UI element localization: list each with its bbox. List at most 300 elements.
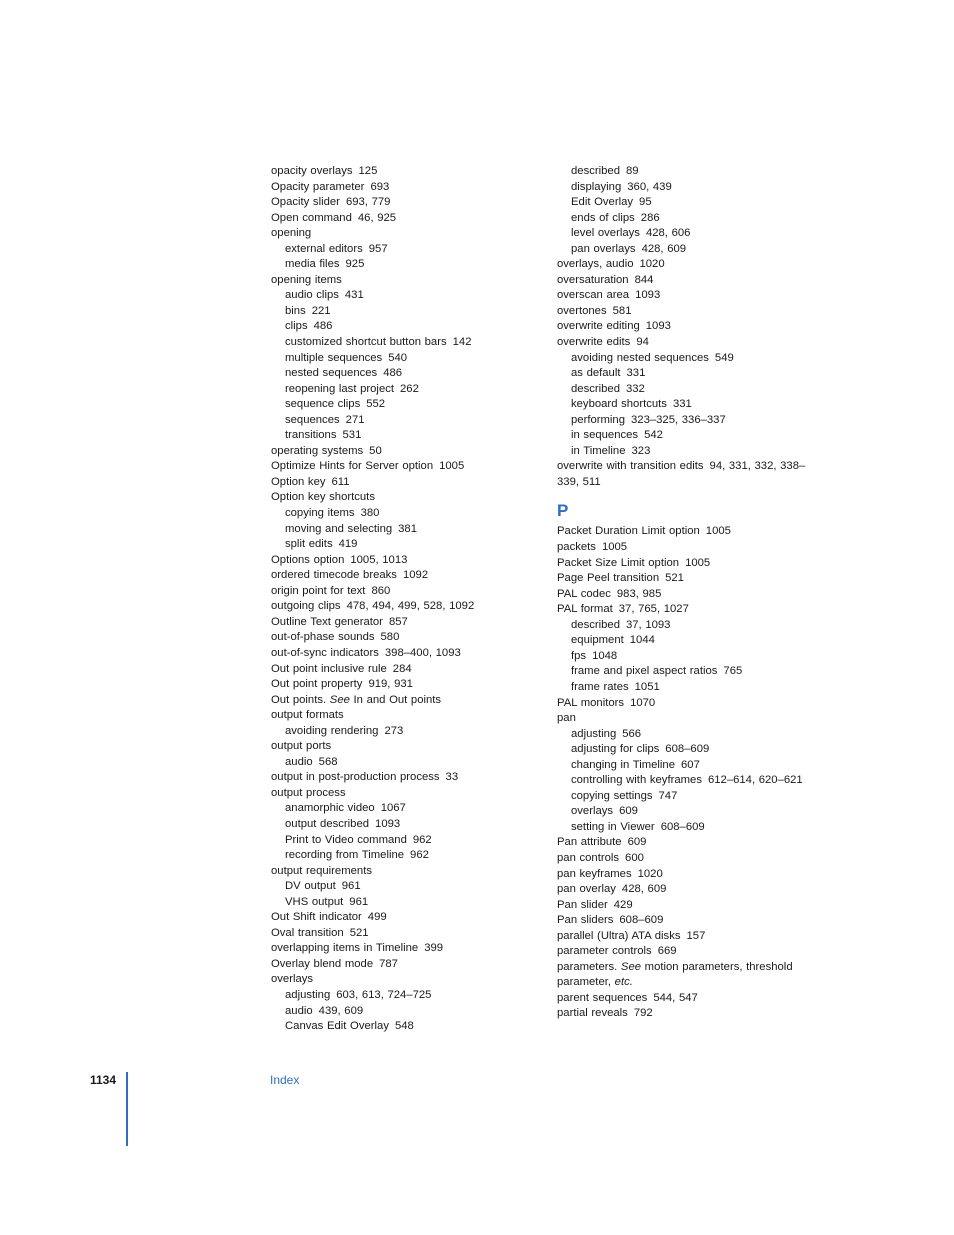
index-subentry [557, 680, 817, 696]
index-term: avoiding rendering [285, 724, 379, 737]
index-subentry [271, 988, 541, 1004]
page-references: 499 [367, 911, 387, 924]
index-entry [271, 864, 541, 880]
index-subentry [557, 226, 817, 242]
index-entry [271, 490, 541, 506]
page-references: 486 [313, 320, 333, 333]
index-term: operating systems [271, 444, 364, 457]
index-term: avoiding nested sequences [571, 351, 709, 364]
page-references: 95 [639, 196, 652, 209]
page-references: 983, 985 [616, 587, 662, 600]
index-subentry [271, 382, 541, 398]
index-term: frame rates [571, 680, 629, 693]
index-entry [271, 941, 541, 957]
index-term: Out Shift indicator [271, 911, 362, 924]
index-term: DV output [285, 880, 336, 893]
page-references: 428, 609 [641, 242, 687, 255]
index-term: origin point for text [271, 584, 366, 597]
index-subentry [557, 382, 817, 398]
index-subentry [271, 397, 541, 413]
index-entry [557, 851, 817, 867]
page-references: 439, 609 [318, 1004, 364, 1017]
page-references: 609 [627, 836, 647, 849]
index-term: media files [285, 258, 340, 271]
index-entry [557, 929, 817, 945]
page-references: 1093 [635, 289, 661, 302]
index-subentry [557, 664, 817, 680]
page-references: 792 [633, 1007, 653, 1020]
index-entry [271, 630, 541, 646]
page-references: 1005 [685, 556, 711, 569]
index-term: Packet Size Limit option [557, 556, 680, 569]
index-term: out-of-sync indicators [271, 646, 379, 659]
page-references: 611 [331, 475, 350, 488]
index-subentry [271, 304, 541, 320]
index-entry [271, 615, 541, 631]
index-term: multiple sequences [285, 351, 383, 364]
index-term: output ports [271, 740, 332, 753]
index-term: opening [271, 227, 312, 240]
page-references: 544, 547 [653, 991, 698, 1004]
index-subentry [271, 1019, 541, 1035]
index-term: overlays, audio [557, 258, 634, 271]
see-reference-target: In and Out points [349, 693, 442, 706]
index-subentry [557, 211, 817, 227]
index-subentry [557, 649, 817, 665]
page-references: 429 [613, 898, 633, 911]
index-entry [271, 226, 541, 242]
index-entry [271, 926, 541, 942]
index-subentry [271, 801, 541, 817]
page-references: 669 [657, 945, 677, 958]
index-entry [557, 257, 817, 273]
page-references: 962 [410, 849, 429, 862]
index-subentry [271, 335, 541, 351]
index-subentry [271, 506, 541, 522]
index-entry [271, 957, 541, 973]
page-references: 693 [370, 180, 390, 193]
page-references: 549 [714, 351, 734, 364]
index-entry [271, 164, 541, 180]
page-references: 961 [341, 880, 361, 893]
index-term: moving and selecting [285, 522, 393, 535]
index-subentry [271, 319, 541, 335]
index-column-left [271, 164, 541, 1035]
index-subentry [271, 522, 541, 538]
index-term: output described [285, 817, 370, 830]
index-subentry [271, 1004, 541, 1020]
index-subentry [271, 428, 541, 444]
index-entry [557, 319, 817, 335]
index-term: equipment [571, 634, 624, 647]
index-entry [271, 786, 541, 802]
page-references: 925 [345, 258, 365, 271]
index-entry [557, 602, 817, 618]
index-term: split edits [285, 538, 333, 551]
page-references: 46, 925 [357, 211, 397, 224]
index-subentry [271, 724, 541, 740]
index-term: pan [557, 712, 576, 725]
page-references: 428, 609 [621, 883, 667, 896]
page-references: 1020 [637, 867, 663, 880]
page-references: 1067 [380, 802, 406, 815]
index-term: displaying [571, 180, 622, 193]
index-entry [271, 180, 541, 196]
index-entry [271, 972, 541, 988]
index-entry [557, 288, 817, 304]
index-term: PAL format [557, 603, 613, 616]
index-term: customized shortcut button bars [285, 336, 447, 349]
page-references: 360, 439 [627, 180, 672, 193]
index-term: Overlay blend mode [271, 957, 374, 970]
page-references: 919, 931 [368, 678, 413, 691]
index-subentry [557, 444, 817, 460]
page-references: 221 [311, 304, 331, 317]
index-subentry [557, 195, 817, 211]
index-term: output requirements [271, 864, 372, 877]
page-references: 37, 765, 1027 [618, 603, 689, 616]
index-term: frame and pixel aspect ratios [571, 665, 718, 678]
page-references: 608–609 [619, 914, 664, 927]
index-subentry [557, 180, 817, 196]
index-entry [557, 944, 817, 960]
index-subentry [557, 397, 817, 413]
index-term: audio [285, 755, 313, 768]
page-references: 612–614, 620–621 [707, 774, 803, 787]
index-entry [557, 459, 817, 490]
index-term: external editors [285, 242, 363, 255]
index-subentry [271, 257, 541, 273]
index-subentry [557, 164, 817, 180]
page-references: 747 [658, 789, 678, 802]
index-entry [271, 211, 541, 227]
index-entry [271, 910, 541, 926]
index-subentry [557, 804, 817, 820]
page-references: 1070 [630, 696, 656, 709]
index-term: Open command [271, 211, 352, 224]
page-references: 580 [380, 631, 400, 644]
page-references: 94 [636, 336, 649, 349]
index-subentry [271, 351, 541, 367]
index-group-p [557, 524, 817, 1022]
page-number: 1134 [90, 1073, 117, 1087]
page-references: 157 [686, 929, 706, 942]
page-references: 380 [360, 507, 380, 520]
page-references: 552 [366, 398, 386, 411]
page-references: 857 [388, 615, 408, 628]
index-term: output in post-production process [271, 771, 440, 784]
index-subentry [271, 848, 541, 864]
index-subentry [557, 618, 817, 634]
index-term: VHS output [285, 895, 344, 908]
index-entry [271, 677, 541, 693]
page-references: 94, 331, 332, 338–339, 511 [557, 460, 806, 488]
index-term: PAL codec [557, 587, 611, 600]
index-term: Optimize Hints for Server option [271, 460, 434, 473]
index-term: output formats [271, 709, 344, 722]
see-reference-marker: See [329, 693, 350, 706]
index-term: Out point inclusive rule [271, 662, 387, 675]
index-term: setting in Viewer [571, 820, 655, 833]
index-term: pan keyframes [557, 867, 632, 880]
index-column-right [557, 164, 817, 1022]
page-references: 286 [640, 211, 660, 224]
index-subentry [271, 366, 541, 382]
index-term: pan overlay [557, 883, 616, 896]
index-term: sequences [285, 413, 340, 426]
index-entry [271, 553, 541, 569]
page-references: 331 [626, 367, 646, 380]
index-term: Packet Duration Limit option [557, 525, 700, 538]
page-references: 323 [631, 444, 651, 457]
index-term: out-of-phase sounds [271, 631, 375, 644]
index-entry [271, 599, 541, 615]
index-entry [557, 571, 817, 587]
index-term: ordered timecode breaks [271, 569, 397, 582]
page-references: 581 [612, 304, 632, 317]
index-entry [557, 913, 817, 929]
index-term: in sequences [571, 429, 639, 442]
page-references: 142 [452, 336, 472, 349]
index-term: recording from Timeline [285, 849, 405, 862]
index-term: overlapping items in Timeline [271, 942, 419, 955]
index-term: parent sequences [557, 991, 648, 1004]
page-references: 542 [644, 429, 663, 442]
index-term: Opacity parameter [271, 180, 365, 193]
index-term: audio clips [285, 289, 339, 302]
index-term: overwrite editing [557, 320, 640, 333]
index-term: oversaturation [557, 273, 629, 286]
index-entry [271, 568, 541, 584]
index-term: opacity overlays [271, 165, 353, 177]
index-subentry [271, 537, 541, 553]
index-subentry [271, 288, 541, 304]
index-term: parallel (Ultra) ATA disks [557, 929, 681, 942]
index-term: Opacity slider [271, 196, 340, 209]
index-subentry [271, 817, 541, 833]
page-references: 37, 1093 [625, 618, 671, 631]
page-references: 428, 606 [645, 227, 691, 240]
index-term: described [571, 165, 620, 177]
page-references: 273 [384, 724, 404, 737]
index-term: adjusting for clips [571, 743, 660, 756]
page-references: 1092 [402, 569, 429, 582]
index-entry [557, 304, 817, 320]
page-references: 1051 [634, 680, 660, 693]
see-reference-etc: etc. [614, 976, 633, 989]
index-entry [557, 524, 817, 540]
page-references: 608–609 [665, 743, 710, 756]
index-entry [271, 770, 541, 786]
index-term: Pan slider [557, 898, 608, 911]
index-term: described [571, 618, 620, 631]
index-entry [271, 444, 541, 460]
index-term: controlling with keyframes [571, 774, 702, 787]
index-term: opening items [271, 273, 342, 286]
index-term: output process [271, 786, 346, 799]
index-term: adjusting [285, 988, 331, 1001]
index-term: transitions [285, 429, 337, 442]
index-term: overwrite edits [557, 336, 631, 349]
page-references: 531 [342, 429, 362, 442]
page-references: 431 [344, 289, 364, 302]
index-subentry [557, 633, 817, 649]
page-references: 521 [349, 926, 369, 939]
index-term: outgoing clips [271, 600, 341, 613]
index-entry [557, 898, 817, 914]
index-entry [271, 584, 541, 600]
page-references: 125 [358, 165, 378, 177]
index-term: in Timeline [571, 444, 626, 457]
index-subentry [271, 879, 541, 895]
index-entry [557, 960, 817, 991]
page-references: 1093 [375, 817, 401, 830]
page-references: 765 [723, 665, 743, 678]
index-term: described [571, 382, 620, 395]
index-term: clips [285, 320, 308, 333]
index-subentry [557, 789, 817, 805]
index-term: keyboard shortcuts [571, 398, 667, 411]
index-term: Canvas Edit Overlay [285, 1020, 389, 1033]
index-term: overwrite with transition edits [557, 460, 704, 473]
page-references: 50 [369, 444, 382, 457]
index-term: bins [285, 304, 306, 317]
index-entry [557, 882, 817, 898]
index-subentry [557, 727, 817, 743]
page-references: 1005 [705, 525, 731, 538]
index-entry [557, 696, 817, 712]
page-references: 1093 [645, 320, 671, 333]
page-references: 860 [371, 584, 391, 597]
index-subentry [557, 366, 817, 382]
page-references: 609 [619, 805, 638, 818]
index-subentry [557, 773, 817, 789]
page-references: 419 [338, 538, 358, 551]
index-subentry [557, 820, 817, 836]
index-term: anamorphic video [285, 802, 375, 815]
page-references: 89 [625, 165, 639, 177]
page-references: 323–325, 336–337 [631, 413, 726, 426]
section-letter-heading: P [557, 501, 569, 521]
index-term: sequence clips [285, 398, 361, 411]
index-term: Print to Video command [285, 833, 407, 846]
index-entry [271, 662, 541, 678]
page-references: 521 [665, 572, 684, 585]
index-term: changing in Timeline [571, 758, 675, 771]
page-references: 603, 613, 724–725 [336, 988, 432, 1001]
index-group-o [557, 164, 817, 490]
index-term: Edit Overlay [571, 196, 634, 209]
page-references: 284 [392, 662, 412, 675]
index-term: Page Peel transition [557, 572, 660, 585]
index-term: partial reveals [557, 1007, 628, 1020]
index-term: level overlays [571, 227, 640, 240]
index-entry [271, 693, 541, 709]
page-references: 844 [634, 273, 654, 286]
index-subentry [557, 428, 817, 444]
page-references: 1005, 1013 [350, 553, 408, 566]
index-term: copying settings [571, 789, 653, 802]
page-references: 540 [388, 351, 408, 364]
page-references: 962 [412, 833, 432, 846]
index-term: fps [571, 649, 587, 662]
footer-section-label: Index [270, 1073, 300, 1087]
page-references: 33 [445, 771, 459, 784]
index-subentry [271, 413, 541, 429]
index-entry [557, 540, 817, 556]
index-term: pan controls [557, 851, 620, 864]
index-term: adjusting [571, 727, 617, 740]
index-entry [557, 835, 817, 851]
index-entry [271, 273, 541, 289]
page-references: 398–400, 1093 [384, 646, 461, 659]
index-term: packets [557, 541, 596, 554]
index-term: overlays [271, 973, 314, 986]
page-references: 548 [394, 1020, 414, 1033]
page-references: 1048 [592, 649, 618, 662]
index-term: Pan sliders [557, 914, 614, 927]
index-term: parameters. [557, 960, 621, 973]
page-references: 262 [400, 382, 419, 395]
index-entry [557, 587, 817, 603]
see-reference-target: motion parameters, threshold parameter, [557, 960, 793, 989]
index-term: parameter controls [557, 945, 652, 958]
index-term: audio [285, 1004, 313, 1017]
index-entry [271, 739, 541, 755]
page-references: 331 [672, 398, 692, 411]
page-references: 568 [318, 755, 338, 768]
index-term: pan overlays [571, 242, 636, 255]
index-subentry [271, 755, 541, 771]
index-term: Out points. [271, 693, 330, 706]
index-term: nested sequences [285, 367, 378, 380]
index-subentry [557, 758, 817, 774]
index-subentry [557, 351, 817, 367]
index-term: Oval transition [271, 926, 344, 939]
index-entry [271, 459, 541, 475]
page-references: 1044 [629, 634, 655, 647]
page-references: 566 [622, 727, 642, 740]
index-subentry [271, 242, 541, 258]
page-references: 478, 494, 499, 528, 1092 [346, 600, 475, 613]
index-term: Pan attribute [557, 836, 622, 849]
page-references: 271 [345, 413, 365, 426]
index-term: Options option [271, 553, 345, 566]
footer-divider [126, 1072, 128, 1146]
index-entry [557, 1006, 817, 1022]
index-term: copying items [285, 507, 355, 520]
index-term: reopening last project [285, 382, 395, 395]
index-term: Option key [271, 475, 326, 488]
index-term: PAL monitors [557, 696, 625, 709]
page-references: 399 [424, 942, 444, 955]
index-term: overscan area [557, 289, 630, 302]
page-references: 961 [349, 895, 369, 908]
page-references: 1005 [601, 541, 628, 554]
index-term: ends of clips [571, 211, 635, 224]
index-subentry [271, 895, 541, 911]
index-entry [557, 867, 817, 883]
index-subentry [271, 833, 541, 849]
index-entry [271, 708, 541, 724]
page-references: 1020 [639, 258, 665, 271]
page-references: 787 [379, 957, 398, 970]
index-term: performing [571, 413, 625, 426]
see-reference-marker: See [620, 960, 642, 973]
page-references: 1005 [439, 460, 465, 473]
index-entry [271, 195, 541, 211]
index-entry [271, 475, 541, 491]
